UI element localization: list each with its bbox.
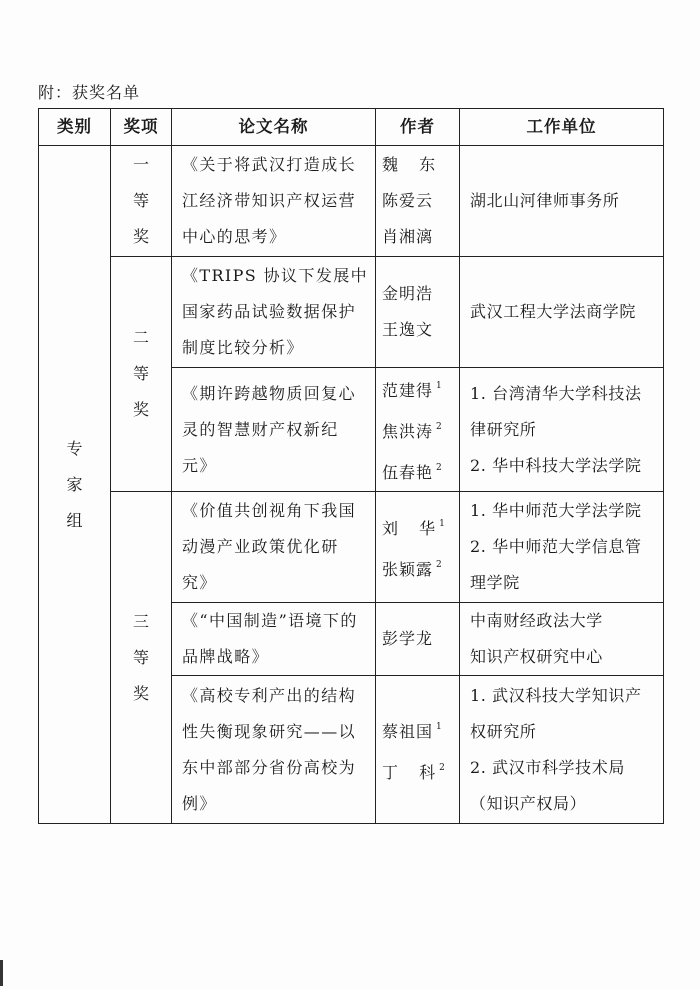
table-header-row [39, 109, 664, 146]
organization-cell: 中南财经政法大学 知识产权研究中心 [460, 603, 664, 676]
award-second-label: 二 等 奖 [132, 328, 149, 419]
authors-cell: 彭学龙 [376, 603, 460, 676]
category-cell [39, 146, 111, 824]
scan-edge-mark [0, 960, 3, 986]
organization-cell: 1. 华中师范大学法学院 2. 华中师范大学信息管 理学院 [460, 492, 664, 603]
attachment-caption: 附：获奖名单 [38, 83, 141, 102]
table-row [39, 257, 664, 368]
award-first-label: 一 等 奖 [132, 155, 149, 246]
paper-title-cell: 《关于将武汉打造成长 江经济带知识产权运营 中心的思考》 [172, 146, 376, 257]
award-third-label: 三 等 奖 [132, 611, 149, 703]
table-row [39, 146, 664, 257]
paper-title-cell: 《TRIPS 协议下发展中 国家药品试验数据保护 制度比较分析》 [172, 257, 376, 368]
authors-cell: 范建得 $^1$ 焦洪涛 $^2$ 伍春艳 $^2$ [376, 368, 460, 492]
award-second-cell [111, 257, 172, 492]
organization-cell: 1. 武汉科技大学知识产 权研究所 2. 武汉市科学技术局 （知识产权局） [460, 676, 664, 824]
authors-cell: 蔡祖国 $^1$ 丁 科 $^2$ [376, 676, 460, 824]
authors-cell: 魏 东 陈爱云 肖湘漓 [376, 146, 460, 257]
header-award: 奖项 [111, 109, 172, 146]
award-third-cell [111, 492, 172, 824]
authors-cell: 金明浩 王逸文 [376, 257, 460, 368]
paper-title-cell: 《价值共创视角下我国 动漫产业政策优化研 究》 [172, 492, 376, 603]
organization-cell: 武汉工程大学法商学院 [460, 257, 664, 368]
header-category: 类别 [39, 109, 111, 146]
authors-cell: 刘 华 $^1$ 张颖露 $^2$ [376, 492, 460, 603]
organization-cell: 湖北山河律师事务所 [460, 146, 664, 257]
header-authors: 作者 [376, 109, 460, 146]
award-first-cell [111, 146, 172, 257]
paper-title-cell: 《高校专利产出的结构 性失衡现象研究——以 东中部部分省份高校为 例》 [172, 676, 376, 824]
organization-cell: 1. 台湾清华大学科技法 律研究所 2. 华中科技大学法学院 [460, 368, 664, 492]
header-organization: 工作单位 [460, 109, 664, 146]
category-label: 专 家 组 [66, 438, 83, 530]
paper-title-cell: 《“中国制造”语境下的 品牌战略》 [172, 603, 376, 676]
award-list-table [38, 108, 664, 824]
header-paper-title: 论文名称 [172, 109, 376, 146]
paper-title-cell: 《期许跨越物质回复心 灵的智慧财产权新纪 元》 [172, 368, 376, 492]
table-row [39, 492, 664, 603]
